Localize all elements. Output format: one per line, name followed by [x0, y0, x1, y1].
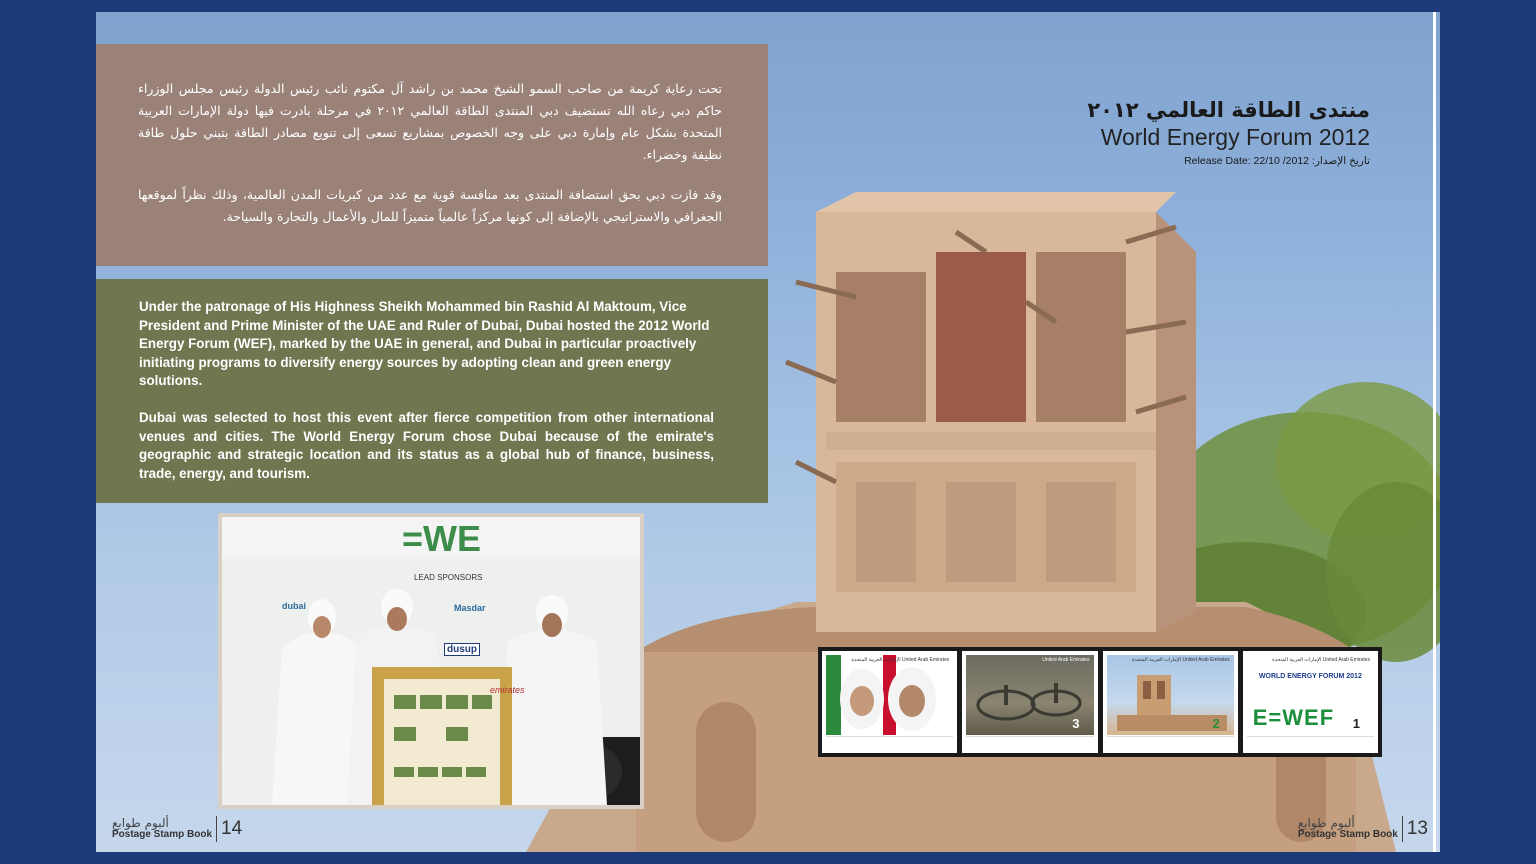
stamp-2: [962, 651, 1097, 753]
footer-left: [112, 816, 242, 842]
stamp-4-title: WORLD ENERGY FORUM 2012: [1258, 673, 1362, 680]
page-number-left: 14: [221, 818, 243, 839]
release-date: Release Date: 22/10 /2012 :تاريخ الإصدار: [1184, 155, 1370, 167]
footer-left-brand-english: Postage Stamp Book: [112, 829, 213, 840]
title-block: [1087, 98, 1370, 167]
stamp-1-footer: [826, 736, 953, 751]
footer-right: [1298, 816, 1428, 842]
page-number-right: 13: [1406, 818, 1428, 839]
stamp-1: [822, 651, 957, 753]
leaders-portrait: [826, 655, 957, 735]
stamp-4-country: الإمارات العربية المتحدة United Arab Emirates: [1272, 657, 1370, 663]
stamp-2-footer: [966, 736, 1093, 751]
stamp-book-spread: [96, 12, 1440, 852]
ceremony-photo: [222, 517, 640, 805]
footer-left-brand-arabic: ألبوم طوابع: [112, 816, 169, 830]
lead-sponsors-banner: LEAD SPONSORS: [414, 573, 483, 582]
stamp-3: [1103, 651, 1238, 753]
title-arabic: منتدى الطاقة العالمي ٢٠١٢: [1087, 98, 1370, 122]
sponsor-dubai: dubai: [282, 601, 306, 611]
footer-right-brand: [1298, 818, 1398, 840]
footer-left-divider: [216, 816, 217, 842]
footer-left-brand: [112, 818, 212, 840]
english-paragraph-1: Under the patronage of His Highness Sheikh Mohammed bin Rashid Al Maktoum, Vice President and Prime Minister of the UAE and Ruler of Dubai, Dubai hosted the 2012 World Energy Forum (WEF), marked by the UAE in general, and Dubai in particular proactively initiating programs to diversify energy sources by adopting clean and green energy solutions.: [139, 299, 710, 389]
stamp-3-footer: [1107, 736, 1234, 751]
arabic-paragraph-1: تحت رعاية كريمة من صاحب السمو الشيخ محمد بن راشد آل مكتوم نائب رئيس الدولة رئيس مجلس الوزراء حاكم دبي رعاه الله تستضيف دبي المنتدى الطاقة العالمي ٢٠١٢ في مرحلة بادرت فيها دولة الإمارات العربية المتحدة بشكل عام وإمارة دبي على وجه الخصوص بمشاريع تسعى إلى تنويع مصادر الطاقة بتبني حلول طاقة نظيفة وخضراء.: [138, 81, 723, 162]
stamp-4-value: 1: [1352, 716, 1360, 731]
tower: [786, 192, 1196, 632]
stamp-strip: [818, 647, 1382, 757]
sponsor-emirates: emirates: [490, 685, 525, 695]
stamp-3-value: 2: [1212, 716, 1220, 731]
stamp-4-logo: E=WEF: [1252, 705, 1335, 730]
title-english: World Energy Forum 2012: [1100, 124, 1370, 150]
stamp-2-country: United Arab Emirates: [1042, 657, 1090, 663]
footer-right-divider: [1402, 816, 1403, 842]
english-text-box: [96, 279, 768, 503]
stamp-4: [1243, 651, 1378, 753]
footer-right-brand-arabic: ألبوم طوابع: [1297, 816, 1355, 830]
sponsor-masdar: Masdar: [454, 603, 486, 613]
stamp-2-value: 3: [1072, 716, 1080, 731]
arabic-text-box: [96, 44, 768, 266]
svg-text:=WE: =WE: [402, 518, 482, 559]
stamp-3-country: الإمارات العربية المتحدة United Arab Emirates: [1131, 657, 1230, 663]
stamp-1-country: الإمارات العربية المتحدة United Arab Emirates: [851, 657, 950, 663]
arabic-paragraph-2: وقد فازت دبي بحق استضافة المنتدى بعد منافسة قوية مع عدد من كبريات المدن العالمية، وذلك نظراً لموقعها الجغرافي والاستراتيجي بالإضافة إلى كونها مركزاً عالمياً متميزاً للمال والأعمال والتجارة والسياحة.: [138, 187, 722, 224]
footer-right-brand-english: Postage Stamp Book: [1297, 829, 1398, 840]
ceremony-photo-illustration: [222, 517, 640, 805]
stamp-4-footer: [1247, 736, 1374, 751]
sponsor-dusup: dusup: [444, 643, 480, 656]
english-paragraph-2: Dubai was selected to host this event after fierce competition from other international venues and cities. The World Energy Forum chose Dubai because of the emirate's geographic and strategic location and its status as a global hub of finance, business, trade, energy, and tourism.: [139, 409, 714, 481]
spine: [1433, 12, 1436, 852]
